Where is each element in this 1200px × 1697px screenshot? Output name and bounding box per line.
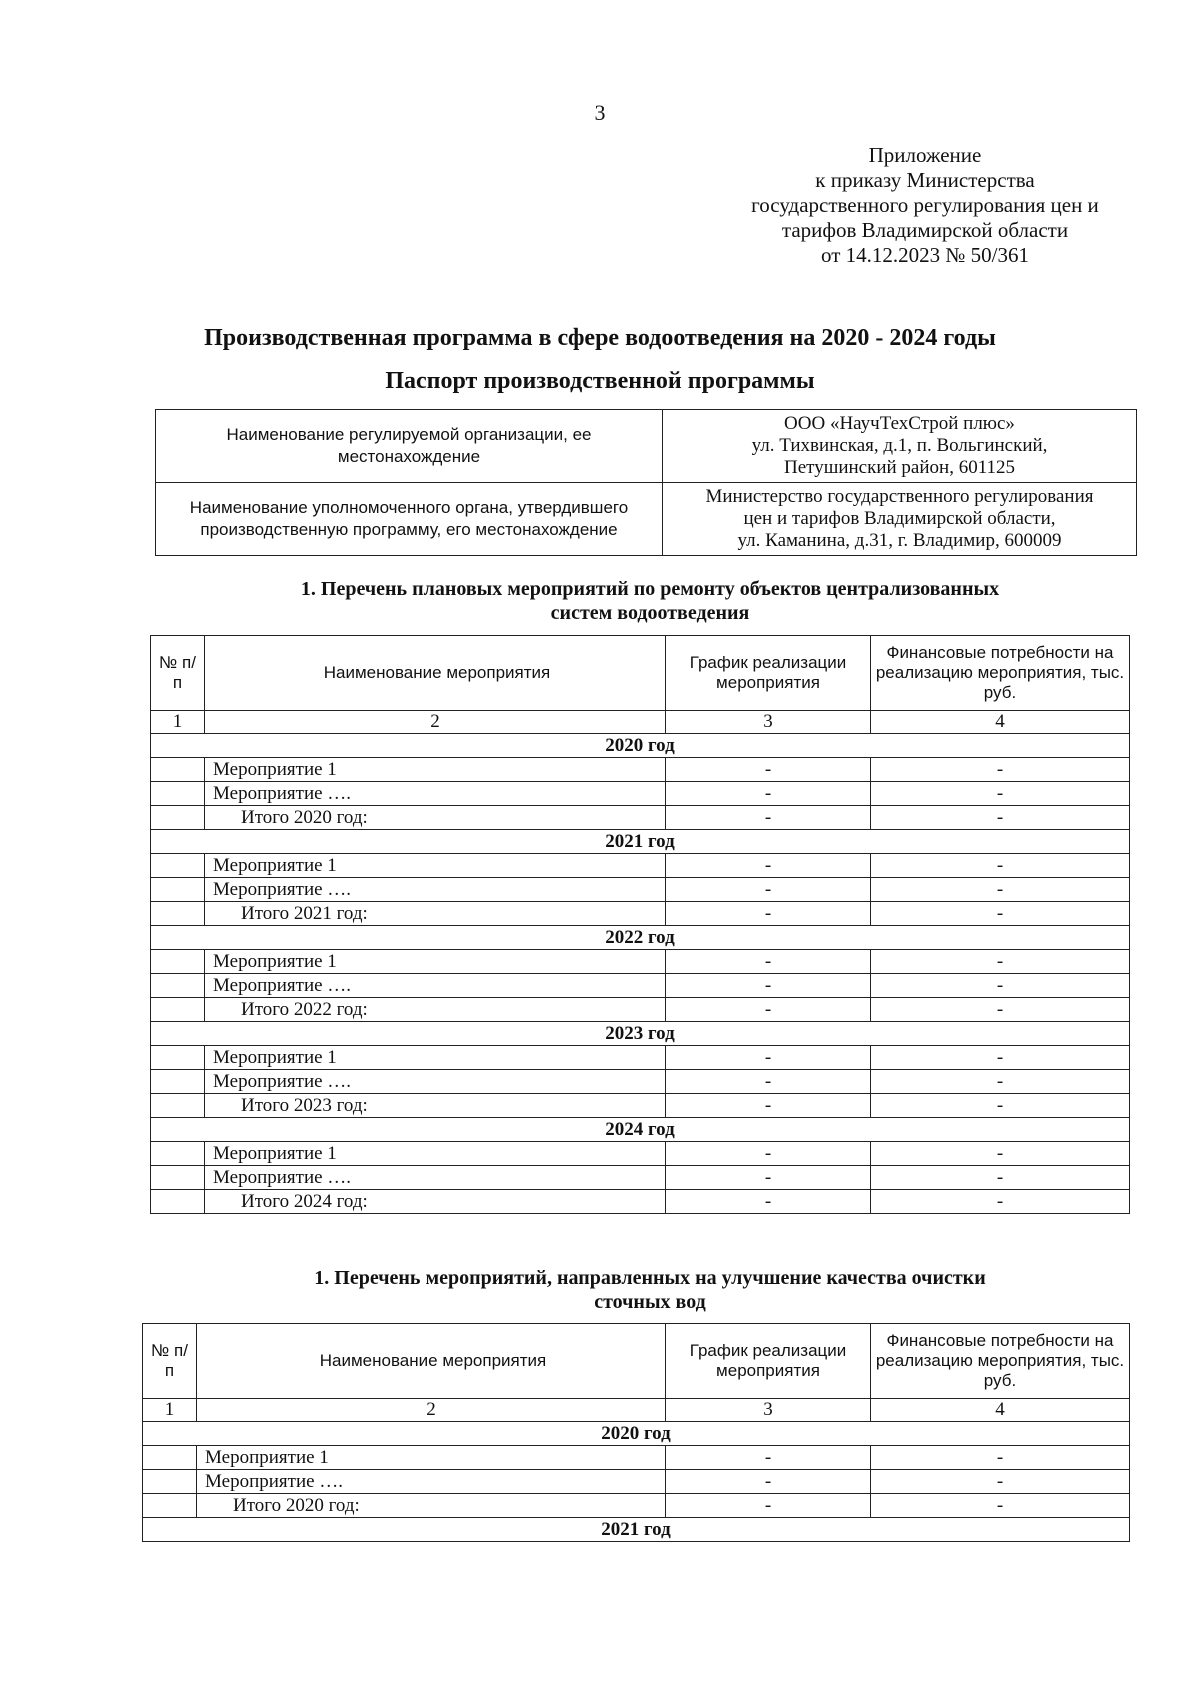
financing-cell: -	[871, 1070, 1130, 1094]
event-name-cell: Итого 2021 год:	[205, 902, 666, 926]
table-row	[143, 1470, 1130, 1494]
table-row	[143, 1494, 1130, 1518]
financing-cell: -	[871, 1494, 1130, 1518]
header-number: № п/п	[151, 636, 205, 711]
schedule-cell: -	[666, 878, 871, 902]
year-label: 2023 год	[151, 1022, 1130, 1046]
passport-value-line: ООО «НаучТехСтрой плюс»	[784, 413, 1015, 434]
financing-cell: -	[871, 854, 1130, 878]
table-row	[151, 1142, 1130, 1166]
section2-title	[160, 1266, 1140, 1314]
table-row	[151, 998, 1130, 1022]
event-name-cell: Мероприятие ….	[197, 1470, 666, 1494]
schedule-cell: -	[666, 854, 871, 878]
schedule-cell: -	[666, 1190, 871, 1214]
financing-cell: -	[871, 974, 1130, 998]
event-name-cell: Итого 2022 год:	[205, 998, 666, 1022]
row-number-cell	[151, 1046, 205, 1070]
appendix-line: Приложение	[868, 143, 982, 167]
schedule-cell: -	[666, 1046, 871, 1070]
header-number: № п/п	[143, 1324, 197, 1399]
row-number-cell	[151, 782, 205, 806]
year-row	[151, 926, 1130, 950]
row-number-cell	[151, 1190, 205, 1214]
schedule-cell: -	[666, 1142, 871, 1166]
passport-label: Наименование регулируемой организации, ее местонахождение	[156, 410, 663, 483]
schedule-cell: -	[666, 998, 871, 1022]
table-row	[151, 950, 1130, 974]
table-row	[151, 806, 1130, 830]
row-number-cell	[151, 1166, 205, 1190]
passport-value-line: ул. Каманина, д.31, г. Владимир, 600009	[737, 530, 1062, 551]
repair-events-table	[150, 635, 1130, 1214]
financing-cell: -	[871, 950, 1130, 974]
row-number-cell	[151, 998, 205, 1022]
year-row	[151, 1022, 1130, 1046]
year-row	[151, 734, 1130, 758]
row-number-cell	[151, 806, 205, 830]
year-label: 2021 год	[151, 830, 1130, 854]
year-row	[143, 1422, 1130, 1446]
section1-title	[160, 577, 1140, 625]
header-financing: Финансовые потребности на реализацию мероприятия, тыс. руб.	[871, 1324, 1130, 1399]
passport-row	[156, 410, 1137, 483]
header-schedule: График реализации мероприятия	[666, 1324, 871, 1399]
passport-value-line: цен и тарифов Владимирской области,	[743, 508, 1056, 529]
schedule-cell: -	[666, 1166, 871, 1190]
passport-table	[155, 409, 1137, 556]
appendix-line: к приказу Министерства	[815, 168, 1035, 192]
passport-title: Паспорт производственной программы	[385, 368, 815, 394]
financing-cell: -	[871, 998, 1130, 1022]
row-number-cell	[151, 878, 205, 902]
table-row	[151, 782, 1130, 806]
table-row	[151, 974, 1130, 998]
event-name-cell: Мероприятие ….	[205, 1070, 666, 1094]
passport-value	[663, 410, 1137, 483]
passport-value-line: ул. Тихвинская, д.1, п. Вольгинский,	[751, 435, 1048, 456]
header-event-name: Наименование мероприятия	[205, 636, 666, 711]
index-cell: 4	[871, 1399, 1130, 1422]
table-index-row	[143, 1399, 1130, 1422]
row-number-cell	[151, 1142, 205, 1166]
schedule-cell: -	[666, 950, 871, 974]
financing-cell: -	[871, 782, 1130, 806]
schedule-cell: -	[666, 1494, 871, 1518]
index-cell: 2	[197, 1399, 666, 1422]
event-name-cell: Мероприятие ….	[205, 1166, 666, 1190]
financing-cell: -	[871, 1142, 1130, 1166]
event-name-cell: Мероприятие 1	[205, 1142, 666, 1166]
table-row	[143, 1446, 1130, 1470]
financing-cell: -	[871, 758, 1130, 782]
year-row	[151, 830, 1130, 854]
event-name-cell: Мероприятие 1	[197, 1446, 666, 1470]
row-number-cell	[151, 902, 205, 926]
table-row	[151, 1166, 1130, 1190]
financing-cell: -	[871, 806, 1130, 830]
passport-value-line: Министерство государственного регулирования	[705, 486, 1094, 507]
appendix-line: от 14.12.2023 № 50/361	[820, 243, 1030, 267]
table-row	[151, 902, 1130, 926]
header-financing: Финансовые потребности на реализацию мероприятия, тыс. руб.	[871, 636, 1130, 711]
schedule-cell: -	[666, 1446, 871, 1470]
financing-cell: -	[871, 1094, 1130, 1118]
table-row	[151, 1190, 1130, 1214]
header-schedule: График реализации мероприятия	[666, 636, 871, 711]
table-index-row	[151, 711, 1130, 734]
event-name-cell: Мероприятие 1	[205, 758, 666, 782]
section2-title-line: сточных вод	[594, 1291, 706, 1313]
index-cell: 1	[151, 711, 205, 734]
schedule-cell: -	[666, 782, 871, 806]
schedule-cell: -	[666, 1094, 871, 1118]
table-header-row	[143, 1324, 1130, 1399]
row-number-cell	[143, 1446, 197, 1470]
financing-cell: -	[871, 1046, 1130, 1070]
row-number-cell	[151, 950, 205, 974]
header-event-name: Наименование мероприятия	[197, 1324, 666, 1399]
event-name-cell: Мероприятие 1	[205, 854, 666, 878]
event-name-cell: Итого 2020 год:	[197, 1494, 666, 1518]
passport-value	[663, 483, 1137, 556]
table-row	[151, 758, 1130, 782]
index-cell: 4	[871, 711, 1130, 734]
financing-cell: -	[871, 902, 1130, 926]
program-title: Производственная программа в сфере водоотведения на 2020 - 2024 годы	[204, 325, 996, 351]
schedule-cell: -	[666, 902, 871, 926]
section2-title-line: 1. Перечень мероприятий, направленных на улучшение качества очистки	[314, 1267, 986, 1289]
table-row	[151, 1046, 1130, 1070]
event-name-cell: Мероприятие 1	[205, 1046, 666, 1070]
year-row	[143, 1518, 1130, 1542]
year-label: 2020 год	[143, 1422, 1130, 1446]
schedule-cell: -	[666, 974, 871, 998]
row-number-cell	[143, 1470, 197, 1494]
passport-label: Наименование уполномоченного органа, утвердившего производственную программу, его местонахождение	[156, 483, 663, 556]
year-label: 2020 год	[151, 734, 1130, 758]
passport-value-line: Петушинский район, 601125	[784, 457, 1015, 478]
event-name-cell: Итого 2024 год:	[205, 1190, 666, 1214]
financing-cell: -	[871, 1446, 1130, 1470]
row-number-cell	[151, 974, 205, 998]
event-name-cell: Мероприятие 1	[205, 950, 666, 974]
index-cell: 3	[666, 711, 871, 734]
event-name-cell: Итого 2023 год:	[205, 1094, 666, 1118]
financing-cell: -	[871, 878, 1130, 902]
year-label: 2024 год	[151, 1118, 1130, 1142]
appendix-block	[700, 143, 1150, 268]
schedule-cell: -	[666, 758, 871, 782]
event-name-cell: Мероприятие ….	[205, 782, 666, 806]
page-number: 3	[594, 100, 606, 125]
appendix-line: тарифов Владимирской области	[781, 218, 1069, 242]
treatment-events-table	[142, 1323, 1130, 1542]
schedule-cell: -	[666, 1070, 871, 1094]
appendix-line: государственного регулирования цен и	[751, 193, 1099, 217]
table-header-row	[151, 636, 1130, 711]
financing-cell: -	[871, 1470, 1130, 1494]
section1-title-line: 1. Перечень плановых мероприятий по ремонту объектов централизованных	[300, 578, 1000, 600]
table-row	[151, 1094, 1130, 1118]
row-number-cell	[151, 1094, 205, 1118]
event-name-cell: Итого 2020 год:	[205, 806, 666, 830]
year-label: 2021 год	[143, 1518, 1130, 1542]
event-name-cell: Мероприятие ….	[205, 878, 666, 902]
row-number-cell	[151, 1070, 205, 1094]
index-cell: 1	[143, 1399, 197, 1422]
financing-cell: -	[871, 1190, 1130, 1214]
index-cell: 3	[666, 1399, 871, 1422]
index-cell: 2	[205, 711, 666, 734]
schedule-cell: -	[666, 1470, 871, 1494]
row-number-cell	[151, 854, 205, 878]
section1-title-line: систем водоотведения	[550, 602, 750, 624]
passport-row	[156, 483, 1137, 556]
table-row	[151, 878, 1130, 902]
table-row	[151, 1070, 1130, 1094]
row-number-cell	[151, 758, 205, 782]
table-row	[151, 854, 1130, 878]
year-label: 2022 год	[151, 926, 1130, 950]
year-row	[151, 1118, 1130, 1142]
schedule-cell: -	[666, 806, 871, 830]
row-number-cell	[143, 1494, 197, 1518]
financing-cell: -	[871, 1166, 1130, 1190]
event-name-cell: Мероприятие ….	[205, 974, 666, 998]
